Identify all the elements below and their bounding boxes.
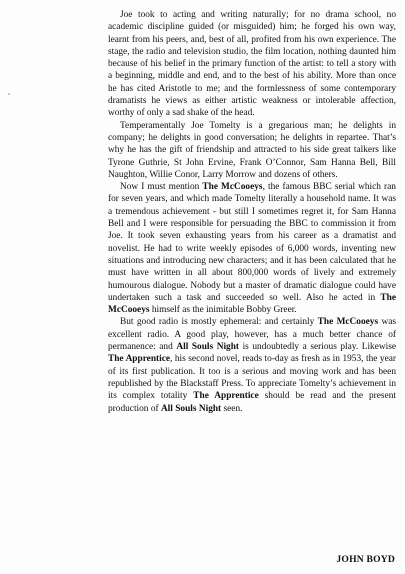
- text-run: should be read and the present production of: [108, 391, 396, 414]
- article-body: [108, 9, 396, 415]
- title-mccooeys: The McCooeys: [202, 182, 263, 193]
- text-run: Now I must mention: [120, 182, 203, 193]
- text-run: But good radio is mostly ephemeral: and certainly: [120, 317, 318, 328]
- title-all-souls-night: All Souls Night: [160, 403, 222, 414]
- paragraph-temperament: Temperamentally Joe Tomelty is a gregarious man; he delights in company; he delights in good conversation; he delights in repartee. That’s why he has the gift of friendship and attracted to his side great talkers like Tyrone Guthrie, St John Ervine, Frank O’Connor, Sam Hanna Bell, Bill Naughton, Willie Conor, Larry Morrow and dozens of others.: [108, 120, 396, 180]
- text-run: , his second novel, reads to-day as fresh as in 1953, the year of its first publication. It too is a serious and moving work and has been republished by the Blackstaff Press. To appreciate Tomelty’s achievement in its complex totality: [108, 354, 396, 402]
- paragraph-acting: Joe took to acting and writing naturally; for no drama school, no academic discipline guided (or misguided) him; he forged his own way, learnt from his peers, and, best of all, profited from his own experience. The stage, the radio and television studio, the film location, nothing daunted him because of his belief in the primary function of the artist: to tell a story with a beginning, middle and end, and to the best of his ability. More than once he has cited Aristotle to me; and the formlessness of some contemporary dramatists he views as either artistic weakness or intolerable affection, worthy of only a sad shake of the head.: [108, 10, 396, 119]
- paragraph-mccooeys: [108, 181, 396, 316]
- text-run: is undoubtedly a serious play. Likewise: [239, 342, 397, 353]
- text-run: himself as the inimitable Bobby Greer.: [149, 305, 297, 316]
- scan-speck: [8, 93, 10, 95]
- title-mccooeys: The McCooeys: [317, 317, 379, 328]
- paragraph-radio: [108, 316, 396, 414]
- author-signature: JOHN BOYD: [336, 554, 395, 565]
- title-the-apprentice: The Apprentice: [108, 354, 171, 365]
- text-run: , the famous BBC serial which ran for seven years, and which made Tomelty literally a household name. It was a tremendous achievement - but still I sometimes regret it, for Sam Hanna Bell and I were responsible for persuading the BBC to commission it from Joe. It took seven exhausting years from his career as a dramatist and novelist. He had to write weekly episodes of 6,000 words, inventing new situations and introducing new characters; and it has been calculated that he must have written in all about 800,000 words of lively and extremely humourous dialogue. Nobody but a master of dramatic dialogue could have undertaken such a task and succeeded so well. Also he acted in: [108, 182, 396, 303]
- text-run: seen.: [221, 403, 243, 414]
- text-run: was excellent radio. A good play, however, has a much better chance of permanence: and: [108, 317, 396, 353]
- title-the-apprentice: The Apprentice: [193, 391, 259, 402]
- title-mccooeys: The McCooeys: [108, 292, 396, 316]
- title-all-souls-night: All Souls Night: [176, 342, 240, 353]
